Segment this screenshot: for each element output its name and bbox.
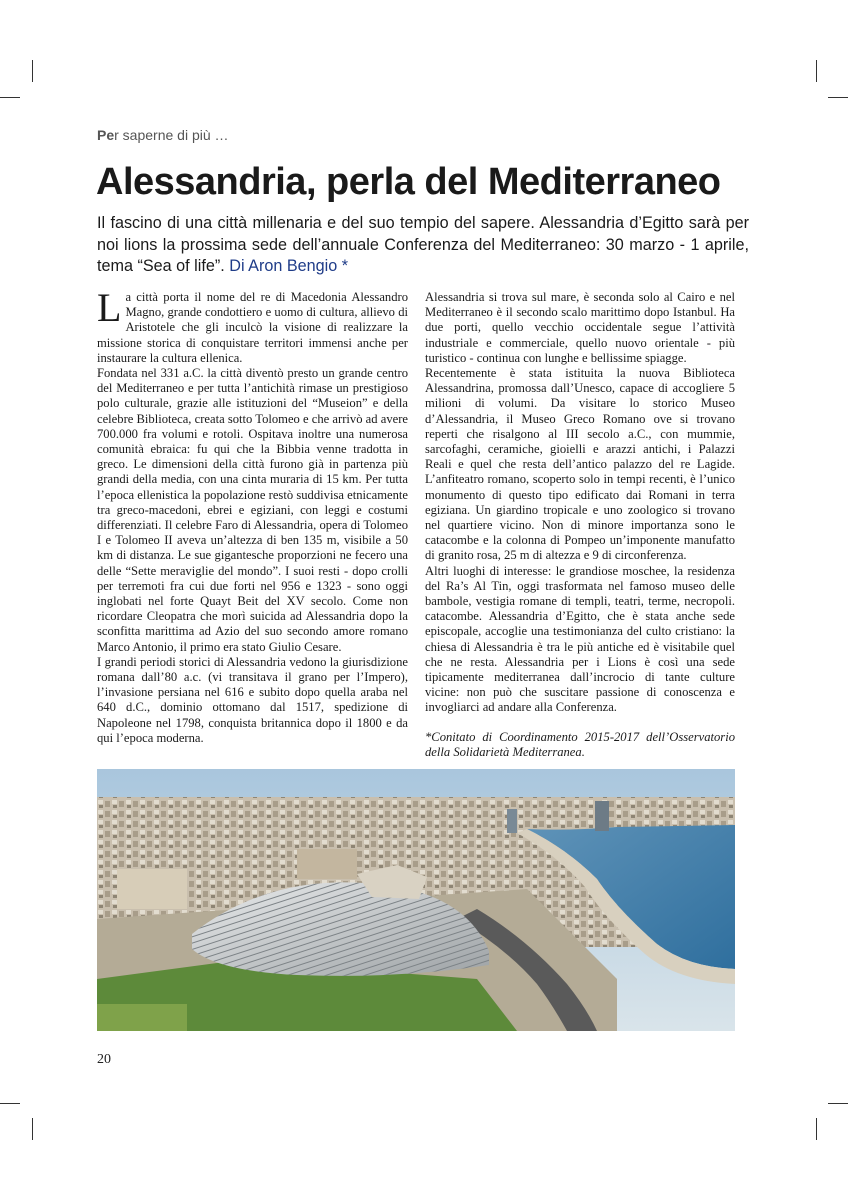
alexandria-aerial-photo bbox=[97, 769, 735, 1031]
paragraph-text: a città porta il nome del re di Macedonia Alessandro Magno, grande condottiero e uomo di cultura, allievo di Aristotele che gli inculcò la visione di realizzare la missione storica di conquistare territori immensi anche per instaurare la cultura ellenica. bbox=[97, 290, 408, 365]
kicker-bold: Pe bbox=[97, 127, 115, 143]
article-column-1 bbox=[97, 285, 408, 746]
article-title: Alessandria, perla del Mediterraneo bbox=[96, 161, 721, 203]
article-column-2 bbox=[425, 290, 735, 760]
section-kicker bbox=[97, 127, 229, 143]
crop-mark bbox=[32, 1118, 33, 1140]
subtitle-text: Il fascino di una città millenaria e del suo tempio del sapere. Alessandria d’Egitto sarà per noi lions la prossima sede dell’annuale Conferenza del Mediterraneo: 30 marzo - 1 aprile, tema “Sea of life”. bbox=[97, 214, 749, 275]
crop-mark bbox=[828, 97, 848, 98]
paragraph bbox=[97, 285, 408, 366]
crop-mark bbox=[0, 1103, 20, 1104]
kicker-rest: r saperne di più … bbox=[114, 127, 229, 143]
paragraph: Alessandria si trova sul mare, è seconda solo al Cairo e nel Mediterraneo è il secondo scalo marittimo dopo Istanbul. Ha due porti, quello vecchio occidentale segue l’attività industriale e commerciale, quello nuovo orientale - più turistico - continua con lunghe e bellissime spiagge. bbox=[425, 290, 735, 365]
crop-mark bbox=[828, 1103, 848, 1104]
paragraph: Recentemente è stata istituita la nuova Biblioteca Alessandrina, promossa dall’Unesco, capace di accogliere 5 milioni di volumi. Da visitare lo storico Museo d’Alessandria, il Museo Greco Romano ove si trovano reperti che risalgono al III secolo a.C., con mummie, sarcofaghi, ceramiche, gioielli e arazzi antichi, i Palazzi Reali e quel che resta dell’antico palazzo del re Lagide. L’anfiteatro romano, scoperto solo in tempi recenti, è l’unico monumento di questo tipo edificato dai Romani in terra egiziana. Un giardino tropicale e uno zoologico si trovano nel quartiere vicino. Non di minore importanza sono le catacombe e la colonna di Pompeo un’imponente manufatto di granito rosa, 25 m di altezza e 9 di circonferenza. bbox=[425, 366, 735, 563]
drop-cap: L bbox=[97, 285, 122, 330]
paragraph: Altri luoghi di interesse: le grandiose moschee, la residenza del Ra’s Al Tin, oggi trasformata nel famoso museo delle bambole, vestigia romane di templi, teatri, terme, necropoli. catacombe. Alessandria d’Egitto, che è stata anche sede episcopale, accoglie una testimonianza del culto cristiano: la chiesa di Alessandria è tra le più antiche ed è visitabile quel che ne resta. Alessandria per i Lions è così una sede tipicamente mediterranea dall’incrocio di tante culture vicine: non può che suscitare passione di conoscenza e invogliarci ad andare alla Conferenza. bbox=[425, 563, 735, 715]
crop-mark bbox=[32, 60, 33, 82]
crop-mark bbox=[816, 1118, 817, 1140]
paragraph: Fondata nel 331 a.C. la città diventò presto un grande centro del Mediterraneo e per tutta l’antichità rimase un prestigioso polo culturale, grazie alle istituzioni del “Museion” e della celebre Biblioteca, creata sotto Tolomeo e che arrivò ad avere 700.000 fra volumi e rotoli. Ospitava inoltre una numerosa comunità ebraica: fu qui che la Bibbia venne tradotta in greco. Le dimensioni della città furono già in partenza più grandi della media, con una cinta muraria di 15 km. Per tutta l’epoca ellenistica la popolazione restò suddivisa etnicamente tra greco-macedoni, ebrei e egiziani, con leggi e costumi differenziati. Il celebre Faro di Alessandria, opera di Tolomeo I e Tolomeo II aveva un’altezza di ben 135 m, visibile a 50 km di distanza. Le sue gigantesche proporzioni ne fecero una delle “Sette meraviglie del mondo”. I suoi resti - dopo crolli per terremoti fra cui due forti nel 956 e 1323 - sono oggi inglobati nel forte Quayt Beit del XV secolo. Come non ricordare Cleopatra che morì suicida ad Alessandria dopo la sconfitta marittima ad Azio del suo secondo amore romano Marco Antonio, il primo era stato Giulio Cesare. bbox=[97, 366, 408, 654]
article-subtitle bbox=[97, 213, 749, 278]
page-number: 20 bbox=[97, 1052, 111, 1067]
author-byline: Di Aron Bengio * bbox=[229, 257, 349, 275]
paragraph: I grandi periodi storici di Alessandria vedono la giurisdizione romana dall’80 a.c. (vi transitava il grano per l’Impero), l’invasione persiana nel 616 e subito dopo quella araba nel 640 d.C., dominio ottomano dal 1517, spedizione di Napoleone nel 1798, conquista britannica dopo il 1800 e da qui l’epoca moderna. bbox=[97, 654, 408, 745]
crop-mark bbox=[816, 60, 817, 82]
photo-illustration bbox=[97, 769, 735, 1031]
author-note: *Conitato di Coordinamento 2015-2017 dell’Osservatorio della Solidarietà Mediterranea. bbox=[425, 729, 735, 759]
crop-mark bbox=[0, 97, 20, 98]
